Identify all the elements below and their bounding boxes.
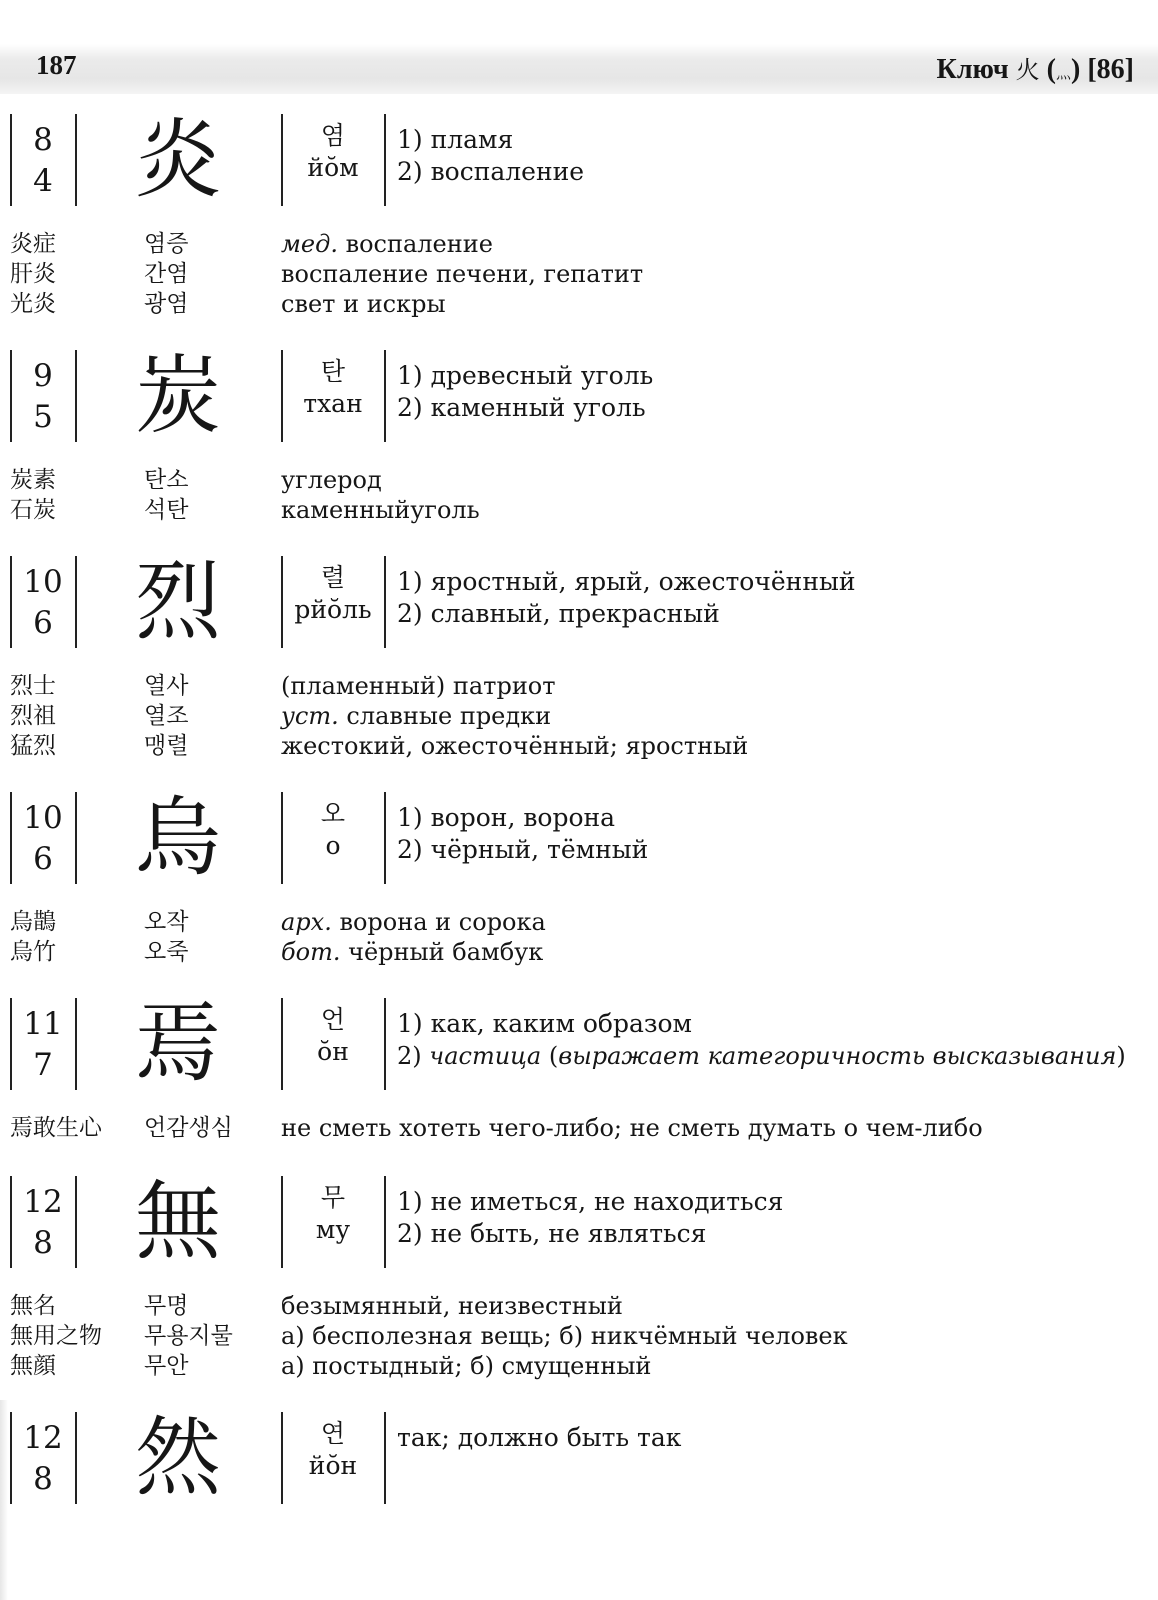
compound-list xyxy=(0,1113,1158,1143)
page-edge-shadow xyxy=(0,1400,8,1600)
strokes-total: 10 xyxy=(23,800,63,836)
compound-row xyxy=(0,229,1158,259)
meaning: 1) не иметься, не находиться xyxy=(397,1187,784,1216)
reading xyxy=(283,356,383,420)
strokes-extra: 5 xyxy=(33,399,53,435)
compound-list xyxy=(0,671,1158,761)
entry-head xyxy=(0,1408,1158,1508)
entry-on xyxy=(0,994,1158,1143)
meanings xyxy=(397,1008,1126,1072)
key-number: [86] xyxy=(1087,54,1134,85)
strokes-total: 12 xyxy=(23,1420,63,1456)
meaning: 1) древесный уголь xyxy=(397,361,654,390)
meaning: 2) воспаление xyxy=(397,157,585,186)
key-radical: 火 xyxy=(1015,56,1040,84)
reading xyxy=(283,1004,383,1068)
meaning: 1) как, каким образом xyxy=(397,1009,693,1038)
compound-list xyxy=(0,1291,1158,1381)
compound-row xyxy=(0,465,1158,495)
compound-row xyxy=(0,1351,1158,1381)
compound-list xyxy=(0,229,1158,319)
compound-row xyxy=(0,259,1158,289)
divider xyxy=(75,1176,77,1268)
compound-row xyxy=(0,495,1158,525)
usage-label: мед. xyxy=(281,230,338,258)
reading-transcription: рйŏль xyxy=(294,595,372,624)
usage-label: бот. xyxy=(281,938,341,966)
compound-hangul: 광염 xyxy=(144,291,189,317)
reading-transcription: ŏн xyxy=(317,1037,349,1066)
compound-hanja: 烏竹 xyxy=(10,939,56,965)
page-number: 187 xyxy=(36,50,77,80)
compound-row xyxy=(0,671,1158,701)
compound-row xyxy=(0,1321,1158,1351)
compound-definition: бот. чёрный бамбук xyxy=(281,938,544,966)
entry-head xyxy=(0,994,1158,1094)
entry-head xyxy=(0,552,1158,652)
divider xyxy=(384,556,386,648)
compound-hangul: 열조 xyxy=(144,703,189,729)
compound-definition: безымянный, неизвестный xyxy=(281,1292,623,1320)
strokes-total: 11 xyxy=(23,1006,63,1042)
divider xyxy=(75,350,77,442)
entry-head xyxy=(0,788,1158,888)
compound-row xyxy=(0,1113,1158,1143)
compound-definition: не сметь хотеть чего-либо; не сметь думать о чем-либо xyxy=(281,1114,983,1142)
divider xyxy=(75,998,77,1090)
head-character: 烏 xyxy=(135,788,221,888)
reading-hangul: 언 xyxy=(320,1005,346,1034)
compound-hangul: 열사 xyxy=(144,673,189,699)
compound-hanja: 焉敢生心 xyxy=(10,1115,102,1141)
entry-yon xyxy=(0,1408,1158,1508)
compound-row xyxy=(0,289,1158,319)
entry-o xyxy=(0,788,1158,967)
entry-head xyxy=(0,346,1158,446)
compound-definition: мед. воспаление xyxy=(281,230,493,258)
reading-hangul: 렬 xyxy=(320,563,346,592)
compound-hangul: 오죽 xyxy=(144,939,189,965)
head-character: 焉 xyxy=(135,994,221,1094)
stroke-count xyxy=(12,562,74,644)
divider xyxy=(75,1412,77,1504)
meaning: 1) яростный, ярый, ожесточённый xyxy=(397,567,856,596)
reading-hangul: 무 xyxy=(320,1183,346,1212)
meanings xyxy=(397,566,856,630)
meaning: 2) чёрный, тёмный xyxy=(397,835,649,864)
compound-row xyxy=(0,1291,1158,1321)
compound-hangul: 무용지물 xyxy=(144,1323,233,1349)
compound-definition: уст. славные предки xyxy=(281,702,552,730)
strokes-extra: 8 xyxy=(33,1225,53,1261)
head-character: 然 xyxy=(135,1408,221,1508)
reading xyxy=(283,798,383,862)
divider xyxy=(384,1176,386,1268)
stroke-count xyxy=(12,1182,74,1264)
strokes-total: 10 xyxy=(23,564,63,600)
meanings xyxy=(397,124,584,188)
meanings xyxy=(397,360,653,424)
compound-row xyxy=(0,907,1158,937)
reading xyxy=(283,120,383,184)
head-character: 烈 xyxy=(135,552,221,652)
strokes-total: 9 xyxy=(33,358,53,394)
key-radical-variant: 灬 xyxy=(1056,64,1072,82)
reading-hangul: 오 xyxy=(320,799,346,828)
reading-transcription: тхан xyxy=(303,389,363,418)
meaning: так; должно быть так xyxy=(397,1423,682,1452)
compound-definition: воспаление печени, гепатит xyxy=(281,260,644,288)
entry-head xyxy=(0,110,1158,210)
entry-head xyxy=(0,1172,1158,1272)
compound-hanja: 無名 xyxy=(10,1293,56,1319)
entry-tkhan xyxy=(0,346,1158,525)
compound-definition: а) постыдный; б) смущенный xyxy=(281,1352,652,1380)
stroke-count xyxy=(12,356,74,438)
entry-mu xyxy=(0,1172,1158,1381)
reading xyxy=(283,1182,383,1246)
strokes-total: 12 xyxy=(23,1184,63,1220)
strokes-total: 8 xyxy=(33,122,53,158)
strokes-extra: 6 xyxy=(33,605,53,641)
reading xyxy=(283,1418,383,1482)
compound-hanja: 烈士 xyxy=(10,673,56,699)
compound-hangul: 간염 xyxy=(144,261,189,287)
stroke-count xyxy=(12,1004,74,1086)
compound-hanja: 無用之物 xyxy=(10,1323,102,1349)
compound-definition: углерод xyxy=(281,466,382,494)
strokes-extra: 4 xyxy=(33,163,53,199)
divider xyxy=(384,1412,386,1504)
divider xyxy=(384,792,386,884)
head-character: 炭 xyxy=(135,346,221,446)
compound-list xyxy=(0,907,1158,967)
meaning: 1) пламя xyxy=(397,125,514,154)
divider xyxy=(75,792,77,884)
compound-hangul: 석탄 xyxy=(144,497,189,523)
stroke-count xyxy=(12,1418,74,1500)
divider xyxy=(384,998,386,1090)
meanings xyxy=(397,802,648,866)
reading-transcription: му xyxy=(315,1215,351,1244)
compound-hanja: 炭素 xyxy=(10,467,56,493)
divider xyxy=(75,556,77,648)
running-head: Ключ 火 (灬) [86] xyxy=(936,54,1134,85)
compound-row xyxy=(0,937,1158,967)
compound-hanja: 猛烈 xyxy=(10,733,56,759)
stroke-count xyxy=(12,798,74,880)
compound-row xyxy=(0,731,1158,761)
usage-label: уст. xyxy=(281,702,339,730)
meanings xyxy=(397,1186,783,1250)
strokes-extra: 6 xyxy=(33,841,53,877)
meaning: 2) не быть, не являться xyxy=(397,1219,707,1248)
meaning: 2) славный, прекрасный xyxy=(397,599,720,628)
strokes-extra: 7 xyxy=(33,1047,53,1083)
compound-hanja: 光炎 xyxy=(10,291,56,317)
meaning: 1) ворон, ворона xyxy=(397,803,616,832)
entry-ryol xyxy=(0,552,1158,761)
compound-definition: арх. ворона и сорока xyxy=(281,908,546,936)
compound-hangul: 언감생심 xyxy=(144,1115,233,1141)
meaning: 2) каменный уголь xyxy=(397,393,646,422)
divider xyxy=(384,350,386,442)
compound-definition: жестокий, ожесточённый; яростный xyxy=(281,732,749,760)
stroke-count xyxy=(12,120,74,202)
compound-definition: свет и искры xyxy=(281,290,446,318)
reading-hangul: 연 xyxy=(320,1419,346,1448)
key-word: Ключ xyxy=(936,54,1009,85)
compound-hanja: 烈祖 xyxy=(10,703,56,729)
compound-definition: а) бесполезная вещь; б) никчёмный человек xyxy=(281,1322,848,1350)
divider xyxy=(384,114,386,206)
reading-hangul: 탄 xyxy=(320,357,346,386)
head-character: 無 xyxy=(135,1172,221,1272)
compound-definition: (пламенный) патриот xyxy=(281,672,556,700)
entry-yom xyxy=(0,110,1158,319)
head-character: 炎 xyxy=(135,110,221,210)
compound-row xyxy=(0,701,1158,731)
compound-hangul: 무안 xyxy=(144,1353,189,1379)
compound-hangul: 오작 xyxy=(144,909,189,935)
reading-hangul: 염 xyxy=(320,121,346,150)
meaning: 2) частица (выражает категоричность высказывания) xyxy=(397,1042,1126,1070)
compound-hanja: 無顔 xyxy=(10,1353,56,1379)
strokes-extra: 8 xyxy=(33,1461,53,1497)
divider xyxy=(75,114,77,206)
compound-hangul: 염증 xyxy=(144,231,189,257)
compound-list xyxy=(0,465,1158,525)
compound-hanja: 石炭 xyxy=(10,497,56,523)
usage-label: арх. xyxy=(281,908,332,936)
reading xyxy=(283,562,383,626)
reading-transcription: о xyxy=(325,831,341,860)
compound-hangul: 맹렬 xyxy=(144,733,189,759)
compound-hangul: 무명 xyxy=(144,1293,189,1319)
compound-hanja: 肝炎 xyxy=(10,261,56,287)
reading-transcription: йŏм xyxy=(307,153,359,182)
compound-hangul: 탄소 xyxy=(144,467,189,493)
reading-transcription: йŏн xyxy=(308,1451,358,1480)
compound-hanja: 烏鵲 xyxy=(10,909,56,935)
compound-definition: каменныйуголь xyxy=(281,496,480,524)
meanings xyxy=(397,1422,681,1454)
compound-hanja: 炎症 xyxy=(10,231,56,257)
